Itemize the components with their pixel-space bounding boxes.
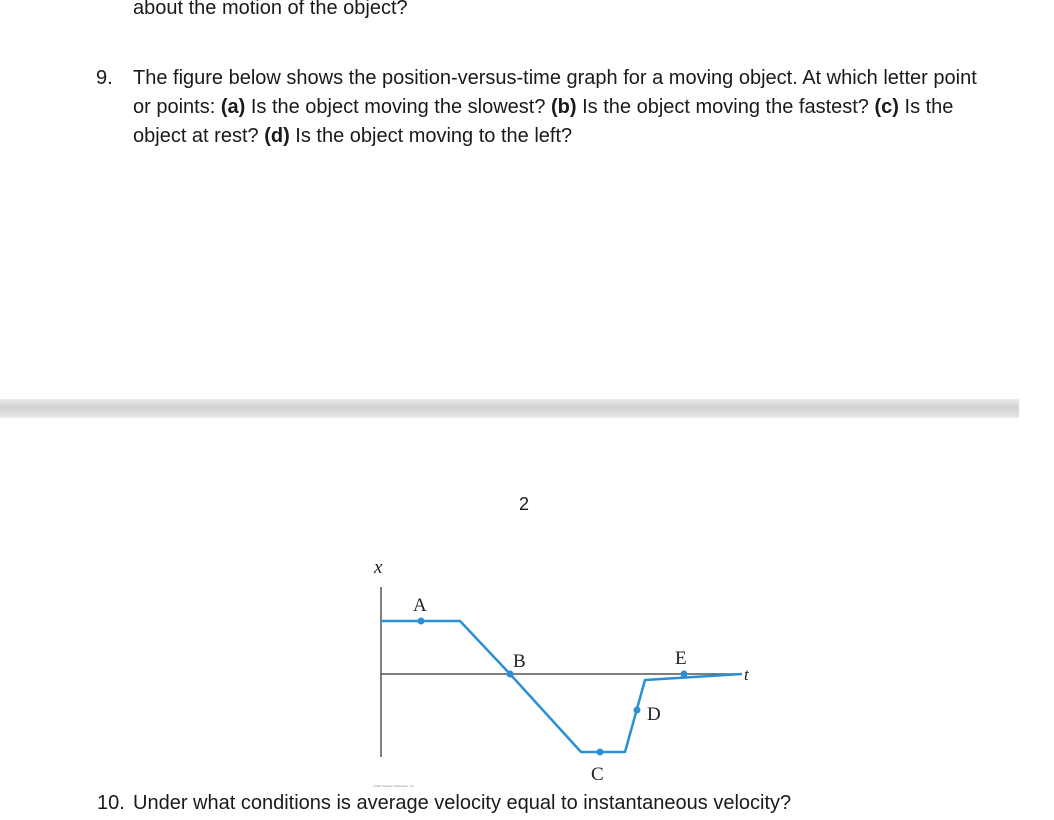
- question-10-text: Under what conditions is average velocity equal to instantaneous velocity?: [133, 792, 792, 814]
- part-d-text: Is the object moving to the left?: [289, 125, 573, 147]
- previous-question-tail: about the motion of the object?: [133, 0, 408, 19]
- copyright-notice: ©2017 Pearson Education, Inc.: [373, 784, 415, 788]
- x-axis-label: x: [374, 557, 383, 578]
- page-number: 2: [519, 494, 530, 514]
- part-a-text: Is the object moving the slowest?: [245, 96, 551, 118]
- point-d-label: D: [647, 704, 661, 725]
- point-a-label: A: [413, 595, 427, 616]
- part-b-label: (b): [551, 96, 577, 118]
- part-c-label: (c): [874, 96, 899, 118]
- point-c-label: C: [591, 764, 604, 785]
- point-e-label: E: [675, 648, 687, 669]
- question-9-number: 9.: [96, 67, 113, 89]
- point-a-marker: [418, 618, 425, 625]
- part-c-text: Is the object at rest?: [133, 96, 954, 147]
- part-a-label: (a): [220, 96, 246, 118]
- point-e-marker: [681, 671, 688, 678]
- part-b-text: Is the object moving the fastest?: [576, 96, 875, 118]
- part-d-label: (d): [264, 125, 290, 147]
- question-9-intro: The figure below shows the position-versus-time graph for a moving object. At which letter point or points:: [133, 67, 977, 118]
- point-b-label: B: [513, 651, 526, 672]
- question-10-number: 10.: [97, 792, 125, 814]
- position-curve: [381, 621, 742, 752]
- point-d-marker: [634, 707, 641, 714]
- point-c-marker: [597, 749, 604, 756]
- t-axis-label: t: [744, 665, 749, 684]
